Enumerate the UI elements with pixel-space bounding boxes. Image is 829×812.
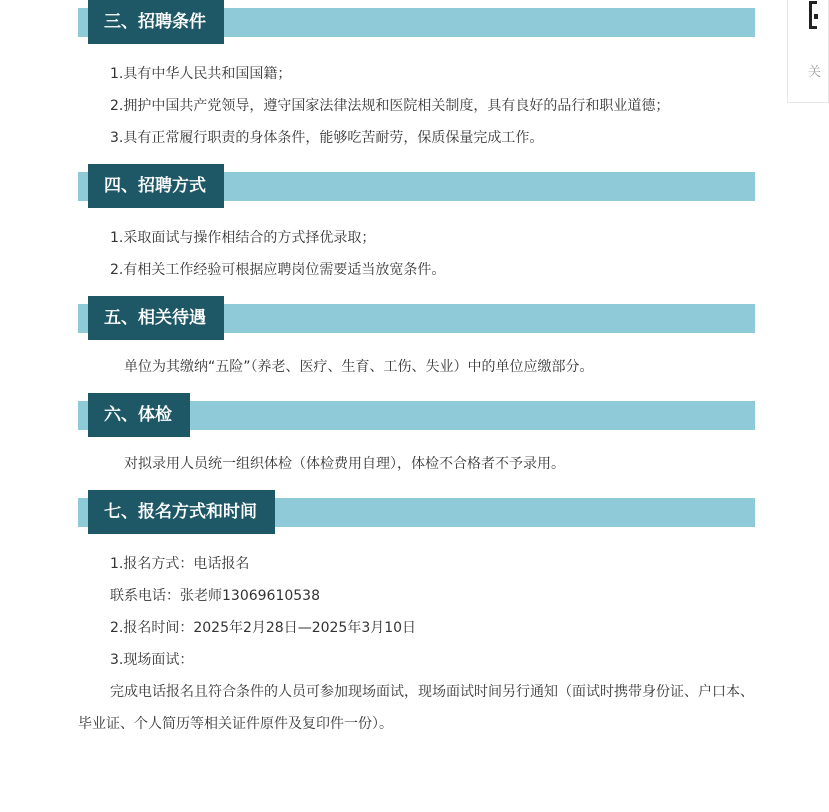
section-title: 四、招聘方式 (88, 164, 224, 208)
section-body-conditions (78, 44, 755, 164)
paragraph: 1.具有中华人民共和国国籍； (110, 66, 292, 82)
section-body-benefits (78, 340, 755, 393)
paragraph: 3.具有正常履行职责的身体条件，能够吃苦耐劳，保质保量完成工作。 (110, 130, 544, 146)
sidebar-caption: 关 (808, 65, 822, 80)
paragraph: 对拟录用人员统一组织体检（体检费用自理），体检不合格者不予录用。 (124, 456, 565, 472)
section-title: 五、相关待遇 (88, 296, 224, 340)
section-body-registration (78, 534, 755, 750)
qr-code-icon (809, 1, 817, 29)
paragraph: 联系电话：张老师13069610538 (110, 588, 320, 604)
section-header-method (78, 164, 755, 208)
section-title: 六、体检 (88, 393, 190, 437)
section-title: 七、报名方式和时间 (88, 490, 275, 534)
section-header-conditions (78, 0, 755, 44)
article-body (78, 0, 755, 750)
paragraph: 1.采取面试与操作相结合的方式择优录取； (110, 230, 376, 246)
section-header-benefits (78, 296, 755, 340)
paragraph: 1.报名方式：电话报名 (110, 556, 250, 572)
paragraph: 2.有相关工作经验可根据应聘岗位需要适当放宽条件。 (110, 262, 446, 278)
section-header-registration (78, 490, 755, 534)
paragraph: 2.拥护中国共产党领导，遵守国家法律法规和医院相关制度，具有良好的品行和职业道德； (110, 98, 670, 114)
section-body-method (78, 208, 755, 296)
paragraph: 2.报名时间：2025年2月28日—2025年3月10日 (110, 620, 417, 636)
section-body-medical (78, 437, 755, 490)
section-header-medical (78, 393, 755, 437)
paragraph: 3.现场面试： (110, 652, 194, 668)
paragraph: 完成电话报名且符合条件的人员可参加现场面试，现场面试时间另行通知（面试时携带身份证、户口本、毕业证、个人简历等相关证件原件及复印件一份）。 (78, 684, 754, 732)
paragraph: 单位为其缴纳“五险”（养老、医疗、生育、工伤、失业）中的单位应缴部分。 (124, 359, 594, 375)
sidebar-qr-card[interactable] (787, 0, 829, 103)
section-title: 三、招聘条件 (88, 0, 224, 44)
